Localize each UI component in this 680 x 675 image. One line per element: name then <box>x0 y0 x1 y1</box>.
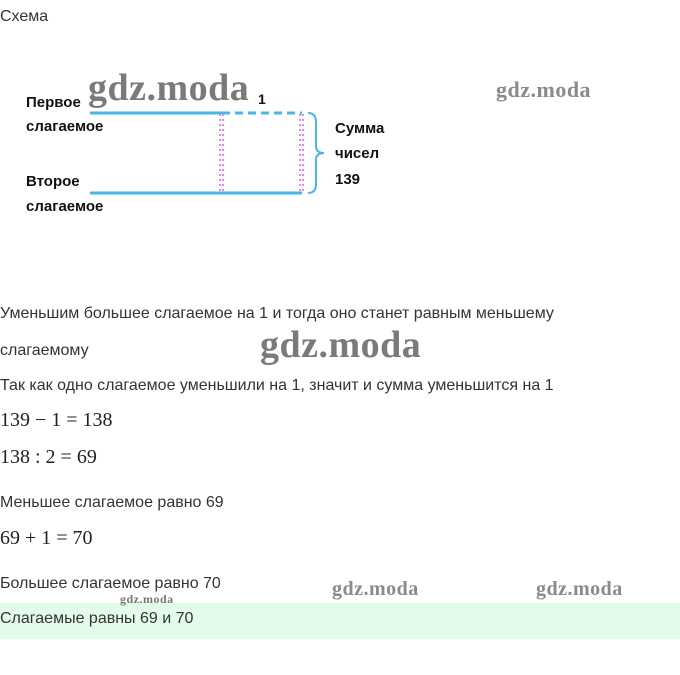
smaller-addend-text: Меньшее слагаемое равно 69 <box>0 494 224 511</box>
larger-addend-text: Большее слагаемое равно 70 <box>0 575 221 592</box>
sum-label-3: 139 <box>335 171 361 188</box>
difference-marker: 1 <box>258 91 266 107</box>
first-addend-label-1: Первое <box>26 94 81 111</box>
sum-brace <box>308 113 324 193</box>
step1-text-line1: Уменьшим большее слагаемое на 1 и тогда оно станет равным меньшему <box>0 305 554 322</box>
first-addend-label-2: слагаемое <box>26 118 104 135</box>
step2-text: Так как одно слагаемое уменьшили на 1, значит и сумма уменьшится на 1 <box>0 377 554 394</box>
answer-box <box>0 603 680 639</box>
second-addend-label-1: Второе <box>26 173 80 190</box>
watermark: gdz.moda <box>332 578 419 600</box>
step1-text-line2: слагаемому <box>0 342 89 359</box>
answer-text: Слагаемые равны 69 и 70 <box>0 610 194 627</box>
equation-2: 138 : 2 = 69 <box>0 446 97 468</box>
equation-3: 69 + 1 = 70 <box>0 527 93 549</box>
watermark: gdz.moda <box>260 324 422 366</box>
second-addend-label-2: слагаемое <box>26 198 104 215</box>
watermark: gdz.moda <box>496 77 592 102</box>
sum-label-1: Сумма <box>335 120 385 137</box>
watermark: gdz.moda <box>536 578 623 600</box>
sum-label-2: чисел <box>335 145 380 162</box>
watermark: gdz.moda <box>88 67 250 109</box>
watermark: gdz.moda <box>120 592 174 606</box>
section-heading: Схема <box>0 8 49 25</box>
equation-1: 139 − 1 = 138 <box>0 409 113 431</box>
